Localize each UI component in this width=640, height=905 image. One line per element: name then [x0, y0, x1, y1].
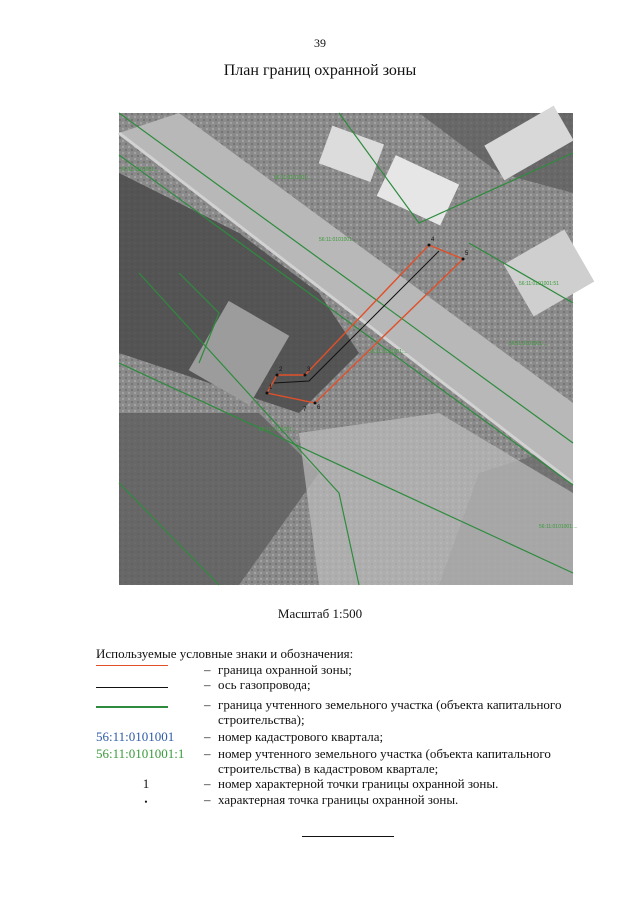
footer-divider	[302, 836, 394, 837]
page-title: План границ охранной зоны	[223, 62, 417, 79]
legend-dash: –	[204, 697, 211, 712]
point-label: 4	[431, 237, 435, 243]
map-label: 56:11:0101001:...	[319, 237, 358, 243]
point-label: 5	[465, 251, 469, 257]
point-label: 6	[317, 405, 321, 411]
gas-axis-symbol	[96, 687, 168, 688]
legend-row	[96, 776, 596, 792]
map-label: 56:11:0101001:...	[274, 175, 313, 181]
legend-row	[96, 792, 596, 808]
point-label: 3	[307, 367, 311, 373]
legend-desc: ось газопровода;	[218, 677, 311, 692]
map-label: 56:11:0101001:...	[509, 341, 548, 347]
aerial-map	[119, 113, 578, 585]
legend-dash: –	[204, 677, 211, 692]
map-label: 56:11:0101001:...	[539, 524, 578, 530]
parcel-boundary-symbol	[96, 706, 168, 708]
legend-row	[96, 729, 596, 745]
legend-desc: граница учтенного земельного участка (объекта капитального строительства);	[218, 697, 562, 727]
legend-desc: номер учтенного земельного участка (объекта капитального строительства) в кадастровом квартале;	[218, 746, 551, 776]
legend-row	[96, 697, 596, 727]
legend-row	[96, 662, 596, 678]
point-number-sample: 1	[142, 776, 150, 791]
parcel-number-sample: 56:11:0101001:1	[96, 746, 185, 761]
legend-dash: –	[204, 662, 211, 677]
map-label: 56:11:0101001:...	[259, 427, 298, 433]
point-dot-sample: •	[144, 797, 148, 807]
legend-desc: граница охранной зоны;	[218, 662, 352, 677]
point-label: 7	[303, 407, 307, 413]
quarter-number-sample: 56:11:0101001	[96, 729, 175, 744]
zone-boundary-symbol	[96, 665, 168, 666]
page-number: 39	[314, 36, 326, 50]
legend-heading: Используемые условные знаки и обозначения:	[96, 646, 354, 661]
legend-desc: номер кадастрового квартала;	[218, 729, 384, 744]
legend-dash: –	[204, 729, 211, 744]
legend-dash: –	[204, 792, 211, 807]
legend-desc: номер характерной точки границы охранной зоны.	[218, 776, 499, 791]
legend-desc: характерная точка границы охранной зоны.	[218, 792, 459, 807]
map-scale: Масштаб 1:500	[277, 606, 363, 621]
point-label: 1	[269, 385, 273, 391]
map-label: 56:11:0101001:...	[121, 167, 160, 173]
point-label: 2	[279, 367, 283, 373]
legend-dash: –	[204, 776, 211, 791]
legend-row	[96, 677, 596, 693]
legend-row	[96, 746, 596, 776]
map-label: 56:11:0101001:...	[369, 349, 408, 355]
legend-dash: –	[204, 746, 211, 761]
map-label: 56:11:0101001:51	[519, 281, 559, 287]
